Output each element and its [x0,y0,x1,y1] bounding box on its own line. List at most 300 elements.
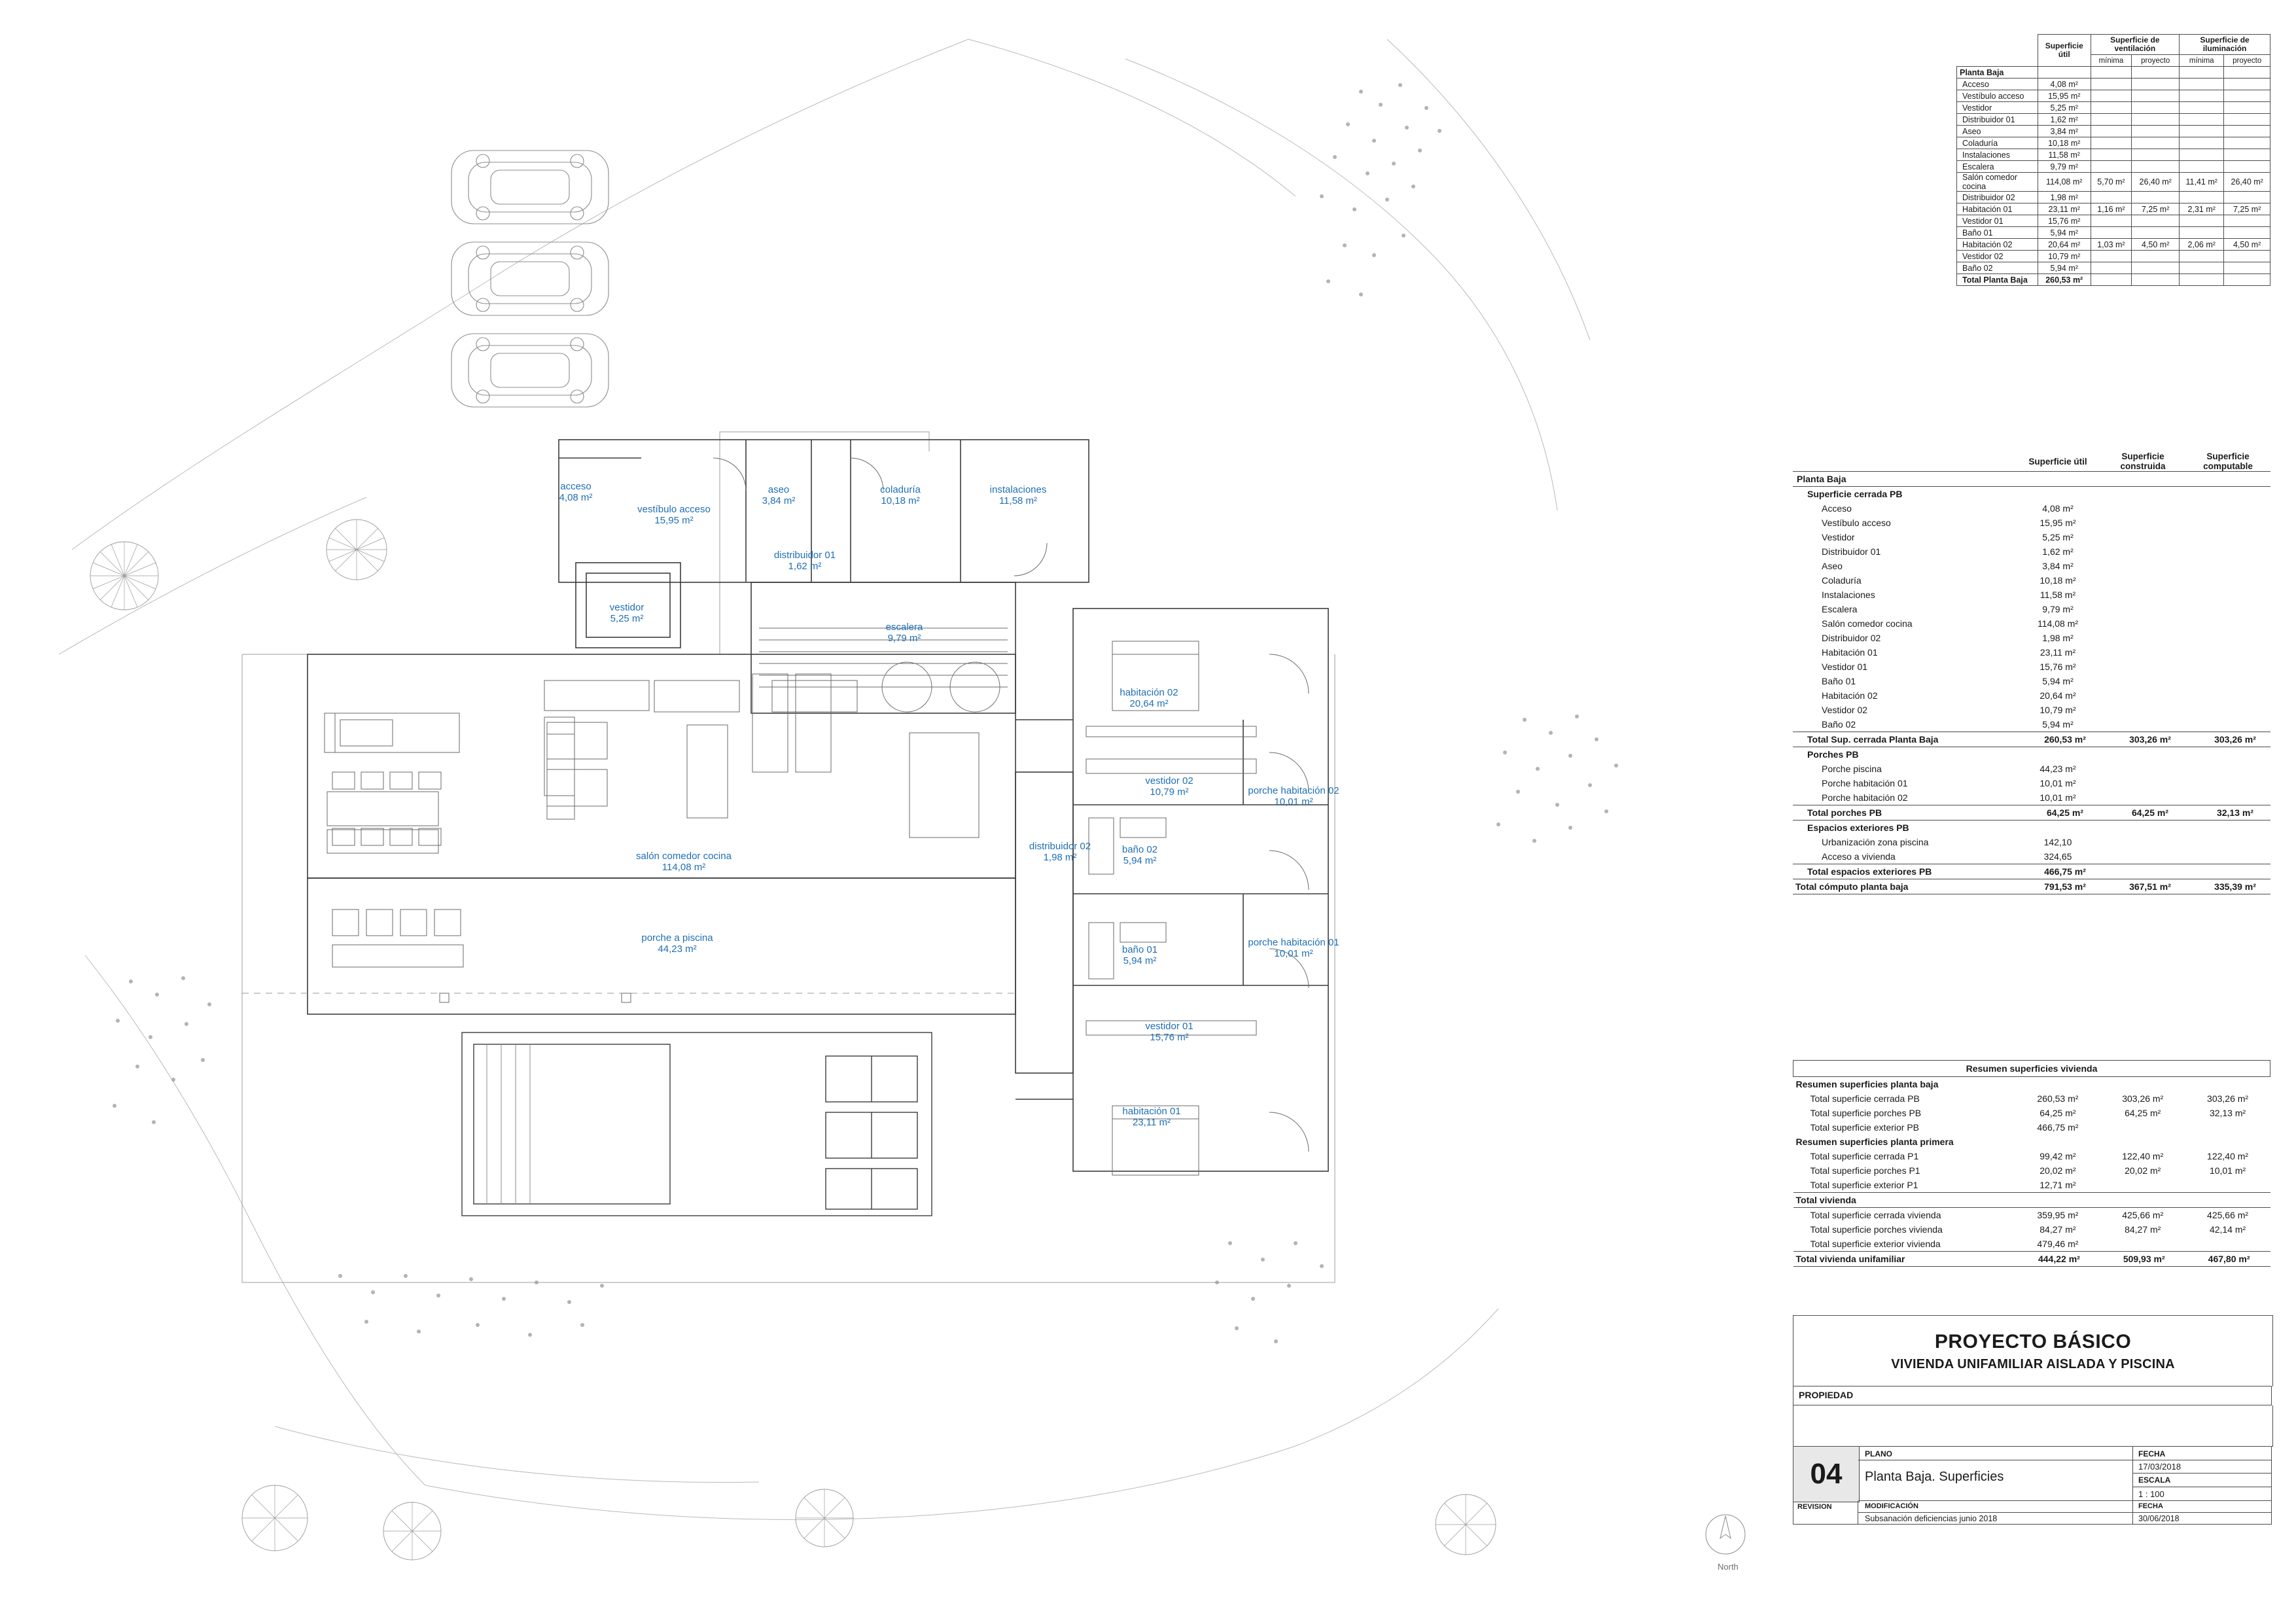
room-area: 4,08 m² [559,492,593,503]
row-construida [2100,1120,2185,1135]
total-util: 260,53 m² [2038,274,2091,286]
table-row [1793,717,2270,732]
row-util: 44,23 m² [2040,764,2076,774]
room-area: 10,01 m² [1274,948,1313,959]
table-row [1793,1163,2270,1178]
row-ilum-min [2180,126,2224,137]
row-util: 10,79 m² [2038,251,2091,262]
row-ilum-proy [2224,215,2270,227]
total-cerrada-row [1793,732,2270,747]
row-util: 20,64 m² [2040,690,2076,701]
row-name: Habitación 01 [1822,647,1878,658]
row-util: 4,08 m² [2042,503,2074,514]
group-label: Resumen superficies planta baja [1795,1079,1939,1089]
row-util: 12,71 m² [2040,1180,2076,1190]
table-row [1957,262,2270,274]
table-row [1957,149,2270,161]
row-vent-proy: 26,40 m² [2132,173,2180,192]
room-area: 3,84 m² [762,495,796,506]
row-name: Habitación 02 [1957,239,2038,251]
row-util: 3,84 m² [2038,126,2091,137]
room-label-habitacion-02 [1090,687,1208,709]
row-util: 99,42 m² [2040,1151,2076,1161]
row-computable [2185,1178,2270,1193]
table1-header [1957,35,2270,67]
total-util: 64,25 m² [2015,805,2100,821]
room-name: porche a piscina [641,932,713,944]
total-exteriores-row [1793,864,2270,879]
fecha-label: FECHA [2133,1446,2272,1460]
row-vent-proy: 7,25 m² [2132,203,2180,215]
room-area: 1,62 m² [788,561,822,572]
table2-body [1793,451,2270,894]
room-area: 11,58 m² [998,495,1038,506]
row-util: 15,95 m² [2038,90,2091,102]
row-util: 4,08 m² [2038,79,2091,90]
th-computable: Superficie computable [2203,451,2253,471]
row-ilum-proy [2224,102,2270,114]
room-area: 44,23 m² [658,944,697,955]
room-name: habitación 01 [1122,1106,1181,1117]
row-util: 142,10 [2043,837,2072,847]
row-computable [2185,1120,2270,1135]
room-area: 9,79 m² [887,633,921,644]
row-util: 9,79 m² [2042,604,2074,614]
total-name: Total Sup. cerrada Planta Baja [1793,732,2015,747]
row-vent-proy [2132,79,2180,90]
table3-body [1793,1061,2270,1267]
room-name: salón comedor cocina [636,851,732,862]
total-construida: 367,51 m² [2100,879,2185,894]
th-vent-min: mínima [2091,55,2132,67]
north-indicator [1698,1508,1763,1580]
row-vent-proy [2132,149,2180,161]
row-name: Vestidor [1957,102,2038,114]
table-row [1957,215,2270,227]
total-construida: 509,93 m² [2100,1252,2185,1267]
row-ilum-proy [2224,192,2270,203]
row-name: Total superficie cerrada vivienda [1810,1210,1941,1220]
row-vent-min [2091,137,2132,149]
table-row [1793,602,2270,616]
row-util: 84,27 m² [2040,1224,2076,1235]
room-name: vestidor [609,602,645,613]
row-name: Urbanización zona piscina [1822,837,1929,847]
th-superficie-ventilacion: Superficie de ventilación [2091,35,2180,55]
room-label-vestibulo-acceso [615,504,733,526]
row-util: 5,25 m² [2042,532,2074,542]
row-vent-proy [2132,215,2180,227]
table-row [1793,544,2270,559]
row-vent-min: 1,03 m² [2091,239,2132,251]
row-util: 10,18 m² [2038,137,2091,149]
table-row [1957,227,2270,239]
row-name: Total superficie cerrada P1 [1810,1151,1919,1161]
table-row [1793,588,2270,602]
room-area: 10,79 m² [1150,786,1189,798]
table-row [1957,90,2270,102]
row-vent-min [2091,149,2132,161]
group-cerrada [1793,487,2270,502]
row-ilum-min [2180,102,2224,114]
row-ilum-min [2180,215,2224,227]
modificacion-value: Subsanación deficiencias junio 2018 [1858,1513,2133,1525]
row-computable: 303,26 m² [2207,1093,2249,1104]
table-row [1793,631,2270,645]
row-name: Total superficie exterior P1 [1810,1180,1918,1190]
row-name: Vestidor 01 [1957,215,2038,227]
table-row [1793,1237,2270,1252]
room-area: 5,25 m² [610,613,644,624]
room-area: 5,94 m² [1123,855,1157,866]
total-computable: 335,39 m² [2185,879,2270,894]
table-row [1957,161,2270,173]
table-row [1957,192,2270,203]
row-name: Vestíbulo acceso [1957,90,2038,102]
row-vent-proy [2132,161,2180,173]
row-name: Habitación 01 [1957,203,2038,215]
table-row [1793,530,2270,544]
resumen-title-row [1793,1061,2270,1077]
room-label-distribuidor-01 [746,550,864,572]
row-name: Porche piscina [1822,764,1882,774]
row-name: Vestidor [1822,532,1855,542]
total-computable: 467,80 m² [2185,1252,2270,1267]
table-row [1793,616,2270,631]
row-util: 10,18 m² [2040,575,2076,586]
row-util: 15,76 m² [2038,215,2091,227]
row-name: Total superficie porches P1 [1810,1165,1920,1176]
row-ilum-proy [2224,227,2270,239]
row-ilum-proy [2224,262,2270,274]
room-area: 20,64 m² [1129,698,1169,709]
row-computable: 42,14 m² [2209,1224,2246,1235]
row-name: Vestidor 02 [1822,705,1868,715]
row-name: Total superficie porches vivienda [1810,1224,1943,1235]
room-label-bano-02 [1081,844,1199,866]
row-vent-proy [2132,227,2180,239]
row-ilum-min [2180,137,2224,149]
total-computable: 32,13 m² [2185,805,2270,821]
th-superficie-iluminacion: Superficie de iluminación [2180,35,2270,55]
propiedad-value-box [1793,1405,2273,1447]
group-label: Superficie cerrada PB [1807,489,1903,499]
total-util: 260,53 m² [2015,732,2100,747]
row-util: 114,08 m² [2038,618,2078,629]
room-area: 114,08 m² [662,862,706,873]
row-vent-proy [2132,102,2180,114]
th-construida: Superficie construida [2120,451,2166,471]
row-computable: 32,13 m² [2209,1108,2246,1118]
table-row [1793,645,2270,660]
room-name: instalaciones [989,484,1047,495]
row-computable: 10,01 m² [2209,1165,2246,1176]
row-util: 1,98 m² [2042,633,2074,643]
table-row [1793,1149,2270,1163]
fecha2-value: 30/06/2018 [2133,1513,2272,1525]
row-name: Coladuría [1957,137,2038,149]
table-row [1793,1091,2270,1106]
th-util: Superficie útil [2028,456,2087,467]
row-vent-min [2091,90,2132,102]
fecha2-label: FECHA [2133,1501,2272,1513]
row-ilum-min [2180,114,2224,126]
row-ilum-min [2180,262,2224,274]
table-row [1793,573,2270,588]
table1-section-row [1957,67,2270,79]
row-util: 9,79 m² [2038,161,2091,173]
room-label-vestidor [568,602,686,624]
th-ilum-min: mínima [2180,55,2224,67]
row-vent-proy [2132,137,2180,149]
ventilation-illumination-table [1956,34,2270,286]
table-row [1957,251,2270,262]
row-construida [2100,1237,2185,1252]
project-title: PROYECTO BÁSICO [1934,1330,2132,1352]
row-name: Distribuidor 02 [1822,633,1881,643]
row-name: Escalera [1957,161,2038,173]
row-util: 1,98 m² [2038,192,2091,203]
resumen-title: Resumen superficies vivienda [1793,1061,2270,1077]
row-construida: 84,27 m² [2125,1224,2161,1235]
room-area: 10,18 m² [881,495,920,506]
row-util: 5,94 m² [2038,262,2091,274]
row-ilum-min [2180,90,2224,102]
room-label-salon-comedor [625,851,743,873]
row-computable [2185,1237,2270,1252]
group-planta-baja [1793,1077,2270,1092]
row-name: Baño 02 [1957,262,2038,274]
row-construida [2100,1178,2185,1193]
row-util: 15,95 m² [2040,518,2076,528]
table-row [1793,674,2270,688]
table2-header-row [1793,451,2270,472]
row-name: Instalaciones [1957,149,2038,161]
row-ilum-min: 2,06 m² [2180,239,2224,251]
grand-total-row [1793,1252,2270,1267]
row-name: Habitación 02 [1822,690,1878,701]
row-ilum-min: 2,31 m² [2180,203,2224,215]
row-util: 20,02 m² [2040,1165,2076,1176]
escala-label: ESCALA [2133,1474,2272,1487]
room-name: baño 01 [1122,944,1158,955]
escala-value: 1 : 100 [2133,1487,2272,1501]
th-superficie-util: Superficie útil [2038,35,2091,67]
room-name: baño 02 [1122,844,1158,855]
total-name: Total Planta Baja [1957,274,2038,286]
row-ilum-proy [2224,149,2270,161]
row-vent-proy [2132,126,2180,137]
room-label-vestidor-02 [1110,775,1228,798]
row-ilum-proy [2224,114,2270,126]
table-row [1793,1208,2270,1223]
row-construida: 303,26 m² [2122,1093,2164,1104]
row-ilum-proy [2224,251,2270,262]
room-name: vestidor 01 [1145,1021,1193,1032]
table-row [1957,137,2270,149]
modificacion-label: MODIFICACIÓN [1858,1501,2133,1513]
table-row [1957,114,2270,126]
row-ilum-proy: 26,40 m² [2224,173,2270,192]
fecha-value: 17/03/2018 [2133,1460,2272,1474]
group-label: Total vivienda [1793,1193,2015,1208]
row-computable: 425,66 m² [2207,1210,2249,1220]
room-area: 15,76 m² [1150,1032,1189,1043]
room-name: porche habitación 02 [1248,785,1339,796]
row-ilum-min [2180,251,2224,262]
row-construida: 425,66 m² [2122,1210,2164,1220]
row-name: Escalera [1822,604,1858,614]
row-vent-proy [2132,251,2180,262]
row-ilum-proy: 4,50 m² [2224,239,2270,251]
project-subtitle: VIVIENDA UNIFAMILIAR AISLADA Y PISCINA [1891,1356,2175,1371]
table-row [1793,501,2270,516]
row-ilum-proy [2224,161,2270,173]
row-vent-min [2091,161,2132,173]
resumen-superficies-table [1793,1060,2270,1267]
row-name: Vestidor 01 [1822,662,1868,672]
total-construida: 303,26 m² [2100,732,2185,747]
total-computo-row [1793,879,2270,894]
table2-section-row [1793,472,2270,487]
surface-summary-table [1793,451,2270,894]
north-arrow-icon [1698,1508,1763,1561]
room-label-acceso [517,481,635,503]
row-ilum-min [2180,149,2224,161]
row-computable: 122,40 m² [2207,1151,2249,1161]
table-row [1793,1178,2270,1193]
row-vent-proy [2132,90,2180,102]
sheet-number: 04 [1793,1446,1860,1502]
total-construida: 64,25 m² [2100,805,2185,821]
group-total-vivienda [1793,1193,2270,1208]
row-util: 1,62 m² [2042,546,2074,557]
row-util: 1,62 m² [2038,114,2091,126]
row-util: 466,75 m² [2037,1122,2079,1133]
section-label: Planta Baja [1793,472,2015,487]
project-title-box [1793,1315,2273,1386]
table-row [1793,660,2270,674]
row-vent-min [2091,114,2132,126]
th-vent-proy: proyecto [2132,55,2180,67]
room-name: aseo [768,484,790,495]
row-util: 479,46 m² [2037,1239,2079,1249]
table-row [1793,703,2270,717]
room-name: distribuidor 01 [773,550,836,561]
table-row [1957,79,2270,90]
room-label-coladuria [841,484,959,506]
row-ilum-proy [2224,126,2270,137]
row-name: Salón comedor cocina [1957,173,2038,192]
group-label: Resumen superficies planta primera [1795,1137,1954,1147]
row-vent-min [2091,79,2132,90]
row-util: 5,94 m² [2042,676,2074,686]
room-name: vestidor 02 [1145,775,1193,786]
row-util: 23,11 m² [2040,647,2076,658]
section-label: Planta Baja [1957,67,2038,79]
row-util: 10,79 m² [2040,705,2076,715]
row-vent-proy [2132,192,2180,203]
row-vent-min [2091,227,2132,239]
row-name: Total superficie exterior vivienda [1810,1239,1941,1249]
row-ilum-proy: 7,25 m² [2224,203,2270,215]
room-name: acceso [560,481,592,492]
table-row [1793,1106,2270,1120]
total-util: 791,53 m² [2015,879,2100,894]
table-row [1793,835,2270,849]
row-name: Total superficie exterior PB [1810,1122,1920,1133]
table-row [1793,790,2270,805]
group-planta-primera [1793,1135,2270,1149]
table-row [1793,516,2270,530]
room-area: 5,94 m² [1123,955,1157,966]
row-ilum-min [2180,79,2224,90]
row-util: 64,25 m² [2040,1108,2076,1118]
room-label-aseo [720,484,838,506]
table-row [1957,239,2270,251]
table1-body [1957,67,2270,286]
room-label-bano-01 [1081,944,1199,966]
group-exteriores [1793,821,2270,836]
room-label-habitacion-01 [1093,1106,1210,1128]
row-ilum-min: 11,41 m² [2180,173,2224,192]
row-util: 20,64 m² [2038,239,2091,251]
row-util: 10,01 m² [2040,778,2076,788]
row-name: Total superficie porches PB [1810,1108,1922,1118]
row-name: Baño 02 [1822,719,1856,730]
total-util: 466,75 m² [2015,864,2100,879]
row-vent-min [2091,251,2132,262]
table-row [1793,1120,2270,1135]
propiedad-label: PROPIEDAD [1793,1386,2272,1405]
row-name: Distribuidor 02 [1957,192,2038,203]
row-name: Porche habitación 02 [1822,792,1908,803]
row-util: 359,95 m² [2037,1210,2079,1220]
row-ilum-min [2180,192,2224,203]
row-construida: 20,02 m² [2125,1165,2161,1176]
row-name: Total superficie cerrada PB [1810,1093,1920,1104]
row-ilum-min [2180,227,2224,239]
total-name: Total espacios exteriores PB [1793,864,2015,879]
total-porches-row [1793,805,2270,821]
room-name: habitación 02 [1120,687,1178,698]
row-util: 23,11 m² [2038,203,2091,215]
table-row [1957,102,2270,114]
row-name: Coladuría [1822,575,1862,586]
room-name: distribuidor 02 [1029,841,1091,852]
room-area: 23,11 m² [1132,1117,1171,1128]
row-util: 11,58 m² [2040,590,2076,600]
room-label-porche-hab-02 [1235,785,1352,807]
table-row [1793,849,2270,864]
room-name: coladuría [880,484,921,495]
row-util: 3,84 m² [2042,561,2074,571]
table-row [1957,203,2270,215]
row-name: Salón comedor cocina [1822,618,1913,629]
total-util: 444,22 m² [2015,1252,2100,1267]
total-name: Total porches PB [1793,805,2015,821]
row-vent-min [2091,126,2132,137]
row-vent-min: 1,16 m² [2091,203,2132,215]
table1-total-row [1957,274,2270,286]
room-name: vestíbulo acceso [637,504,711,515]
row-name: Porche habitación 01 [1822,778,1908,788]
table-row [1957,173,2270,192]
revision-label: REVISION [1793,1501,1858,1525]
row-ilum-proy [2224,79,2270,90]
row-vent-min [2091,102,2132,114]
table-row [1793,1222,2270,1237]
